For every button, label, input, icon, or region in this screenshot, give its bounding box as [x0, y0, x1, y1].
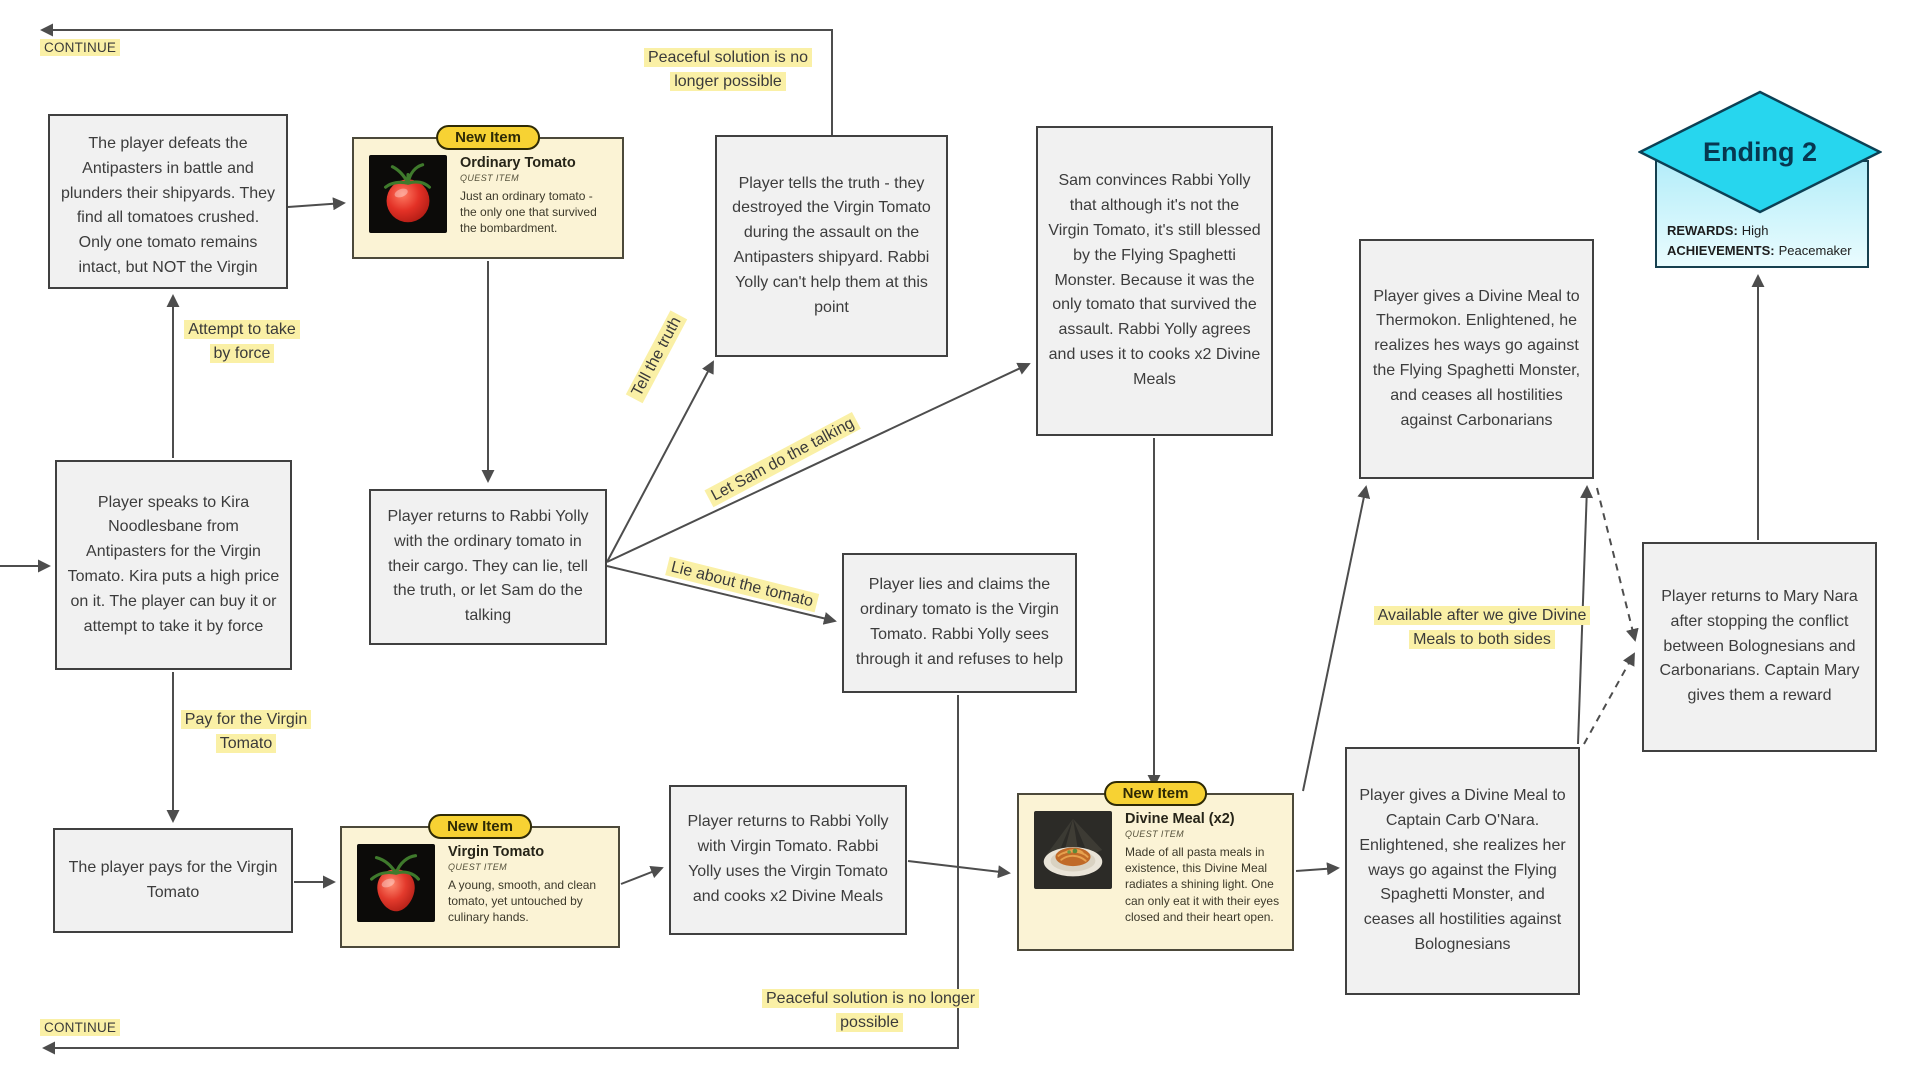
node-text: The player pays for the Virgin Tomato	[68, 858, 278, 901]
node-tell-truth-outcome[interactable]	[715, 135, 948, 357]
item-type: QUEST ITEM	[460, 173, 520, 183]
new-item-badge: New Item	[436, 125, 540, 150]
rewards-value: High	[1741, 223, 1769, 238]
node-return-with-virgin-tomato[interactable]	[669, 785, 907, 935]
achievements-label: ACHIEVEMENTS:	[1667, 242, 1775, 258]
item-card-ordinary-tomato[interactable]	[352, 129, 624, 259]
node-return-to-mary-nara[interactable]	[1642, 542, 1877, 752]
node-sam-convinces[interactable]	[1036, 126, 1273, 436]
label-attempt-by-force[interactable]: Attempt to take by force	[183, 318, 301, 366]
ending-diamond[interactable]	[1638, 90, 1882, 214]
ending-title: Ending 2	[1703, 136, 1817, 167]
item-title: Virgin Tomato	[448, 844, 545, 860]
spaghetti-image	[1034, 811, 1112, 889]
label-pay-for-tomato[interactable]: Pay for the Virgin Tomato	[180, 708, 312, 756]
node-defeat-antipasters[interactable]	[48, 114, 288, 289]
node-text: The player defeats the Antipasters in battle and plunders their shipyards. They find all tomatoes crushed. Only one tomato remains intact, but NOT the Virgin	[60, 135, 276, 276]
item-description: Just an ordinary tomato - the only one that survived the bombardment.	[460, 189, 597, 236]
node-text: Player gives a Divine Meal to Thermokon. Enlightened, he realizes hes ways go against the Flying Spaghetti Monster, and ceases all hostilities against Carbonarians	[1372, 287, 1581, 429]
node-speak-to-kira[interactable]	[55, 460, 292, 670]
item-title: Divine Meal (x2)	[1125, 811, 1235, 827]
label-peaceful-bottom[interactable]: Peaceful solution is no longer possible	[762, 987, 977, 1035]
item-description: Made of all pasta meals in existence, this Divine Meal radiates a shining light. One can only eat it with their eyes closed and their heart open.	[1125, 845, 1280, 924]
label-continue-top[interactable]: CONTINUE	[40, 38, 120, 58]
ending-achievements-row	[1667, 241, 1852, 261]
label-continue-bottom[interactable]: CONTINUE	[40, 1018, 120, 1038]
node-text: Player gives a Divine Meal to Captain Carb O'Nara. Enlightened, she realizes her ways go against the Flying Spaghetti Monster, and ceases all hostilities against Bolognesians	[1359, 787, 1566, 953]
node-give-meal-thermokon[interactable]	[1359, 239, 1594, 479]
achievements-value: Peacemaker	[1778, 242, 1852, 258]
label-tell-the-truth[interactable]: Tell the truth	[624, 309, 690, 404]
label-peaceful-top[interactable]: Peaceful solution is no longer possible	[642, 46, 814, 94]
label-let-sam-talk[interactable]: Let Sam do the talking	[704, 410, 863, 510]
item-type: QUEST ITEM	[1125, 829, 1185, 839]
node-text: Player returns to Rabbi Yolly with Virgin Tomato. Rabbi Yolly uses the Virgin Tomato and cooks x2 Divine Meals	[687, 813, 889, 905]
ending-rewards-row	[1667, 221, 1852, 241]
node-pays-for-tomato[interactable]	[53, 828, 293, 933]
item-card-virgin-tomato[interactable]	[340, 818, 620, 948]
node-lie-outcome[interactable]	[842, 553, 1077, 693]
node-text: Player returns to Mary Nara after stopping the conflict between Bolognesians and Carbonarians. Captain Mary gives them a reward	[1659, 588, 1860, 705]
rewards-label: REWARDS:	[1667, 223, 1738, 238]
new-item-badge: New Item	[1104, 781, 1208, 806]
label-available-after[interactable]: Available after we give Divine Meals to both sides	[1368, 604, 1596, 652]
node-give-meal-carb-onara[interactable]	[1345, 747, 1580, 995]
node-text: Player speaks to Kira Noodlesbane from Antipasters for the Virgin Tomato. Kira puts a high price on it. The player can buy it or attempt to take it by force	[67, 493, 280, 635]
item-description: A young, smooth, and clean tomato, yet untouched by culinary hands.	[448, 878, 597, 925]
item-card-divine-meal[interactable]	[1017, 785, 1294, 951]
item-type: QUEST ITEM	[448, 862, 508, 872]
node-text: Sam convinces Rabbi Yolly that although it's not the Virgin Tomato, it's still blessed by the Flying Spaghetti Monster. Because it was the only tomato that survived the assault. Rabbi Yolly agrees and uses it to cooks x2 Divine Meals	[1048, 172, 1261, 388]
tomato-image	[357, 844, 435, 922]
new-item-badge: New Item	[428, 814, 532, 839]
tomato-image	[369, 155, 447, 233]
label-lie-about-tomato[interactable]: Lie about the tomato	[664, 555, 819, 616]
node-return-with-ordinary-tomato[interactable]	[369, 489, 607, 645]
node-text: Player returns to Rabbi Yolly with the ordinary tomato in their cargo. They can lie, tell the truth, or let Sam do the talking	[387, 508, 589, 625]
node-text: Player tells the truth - they destroyed the Virgin Tomato during the assault on the Antipasters shipyard. Rabbi Yolly can't help them at this point	[732, 174, 931, 316]
node-text: Player lies and claims the ordinary tomato is the Virgin Tomato. Rabbi Yolly sees through it and refuses to help	[855, 576, 1064, 668]
item-title: Ordinary Tomato	[460, 155, 576, 171]
